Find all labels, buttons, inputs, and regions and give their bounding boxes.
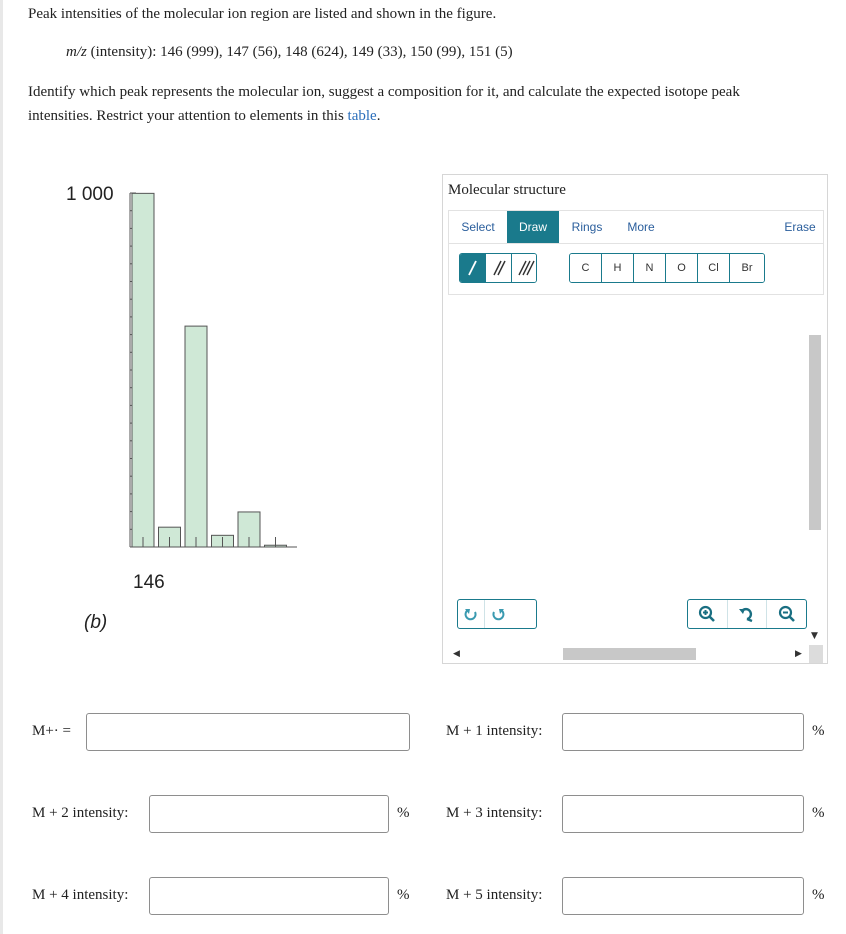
- m1-intensity-input[interactable]: [562, 713, 804, 751]
- undo-icon: [464, 607, 478, 621]
- task-line-2: [28, 104, 380, 128]
- m2-intensity-input[interactable]: [149, 795, 389, 833]
- tab-more[interactable]: More: [627, 220, 655, 234]
- editor-tabbar: [448, 210, 824, 244]
- triple-bond-icon: [512, 254, 537, 282]
- task-line-2-suffix: .: [376, 108, 381, 124]
- atom-o-button[interactable]: O: [666, 254, 698, 282]
- m2-label: M + 2 intensity:: [32, 805, 129, 821]
- atom-c-button[interactable]: C: [570, 254, 602, 282]
- page-left-border: [0, 0, 3, 934]
- question-intro: Peak intensities of the molecular ion region are listed and shown in the figure.: [28, 6, 497, 22]
- mz-line: [66, 40, 513, 64]
- editor-toolrow: [448, 243, 824, 295]
- m2-percent: %: [397, 805, 410, 821]
- mass-spectrum-chart: [120, 185, 320, 565]
- zoom-out-button[interactable]: [767, 600, 806, 628]
- table-link[interactable]: table: [347, 108, 377, 124]
- zoom-reset-button[interactable]: [728, 600, 768, 628]
- atom-button-group: [569, 253, 765, 283]
- m3-label: M + 3 intensity:: [446, 805, 543, 821]
- m5-intensity-input[interactable]: [562, 877, 804, 915]
- tab-rings[interactable]: Rings: [571, 220, 603, 234]
- y-tick-label: 1 000: [66, 184, 114, 205]
- undo-button[interactable]: [458, 600, 485, 628]
- double-bond-icon: [486, 254, 512, 282]
- x-tick-label: 146: [133, 572, 165, 593]
- panel-label: (b): [84, 612, 108, 633]
- redo-icon: [491, 607, 505, 621]
- zoom-button-group: [687, 599, 807, 629]
- task-line-2-prefix: intensities. Restrict your attention to elements in this: [28, 108, 348, 124]
- m-plus-label: M+· =: [32, 723, 72, 739]
- zoom-reset-icon: [738, 605, 756, 623]
- m3-intensity-input[interactable]: [562, 795, 804, 833]
- single-bond-icon: [460, 254, 486, 282]
- bond-button-group: [459, 253, 537, 283]
- scroll-left-arrow-icon[interactable]: ◀: [453, 649, 460, 659]
- atom-h-button[interactable]: H: [602, 254, 634, 282]
- drawing-canvas[interactable]: [448, 295, 812, 640]
- m-plus-input[interactable]: [86, 713, 410, 751]
- atom-n-button[interactable]: N: [634, 254, 666, 282]
- m4-label: M + 4 intensity:: [32, 887, 129, 903]
- atom-br-button[interactable]: Br: [730, 254, 764, 282]
- double-bond-button[interactable]: [486, 254, 512, 282]
- mz-label: m/z: [66, 44, 87, 60]
- zoom-in-button[interactable]: [688, 600, 728, 628]
- molecular-structure-editor[interactable]: [442, 174, 828, 664]
- m1-percent: %: [812, 723, 825, 739]
- tab-select[interactable]: Select: [461, 220, 495, 234]
- bar-mz-146: [132, 193, 154, 547]
- history-button-group: [457, 599, 537, 629]
- scroll-corner: [809, 645, 823, 663]
- horizontal-scrollbar-thumb[interactable]: [563, 648, 696, 660]
- scroll-down-arrow-icon[interactable]: ▼: [811, 631, 818, 641]
- m3-percent: %: [812, 805, 825, 821]
- vertical-scrollbar-thumb[interactable]: [809, 335, 821, 530]
- m1-label: M + 1 intensity:: [446, 723, 543, 739]
- m4-percent: %: [397, 887, 410, 903]
- redo-button[interactable]: [485, 600, 511, 628]
- triple-bond-button[interactable]: [512, 254, 537, 282]
- m5-label: M + 5 intensity:: [446, 887, 543, 903]
- zoom-in-icon: [698, 605, 716, 623]
- m5-percent: %: [812, 887, 825, 903]
- atom-cl-button[interactable]: Cl: [698, 254, 730, 282]
- zoom-out-icon: [778, 605, 796, 623]
- tab-erase[interactable]: Erase: [784, 220, 816, 234]
- m4-intensity-input[interactable]: [149, 877, 389, 915]
- scroll-right-arrow-icon[interactable]: ▶: [795, 649, 802, 659]
- single-bond-button[interactable]: [460, 254, 486, 282]
- editor-title: Molecular structure: [448, 182, 566, 198]
- task-line-1: Identify which peak represents the molecular ion, suggest a composition for it, and calculate the expected isotope peak: [28, 84, 740, 100]
- mz-values: (intensity): 146 (999), 147 (56), 148 (624), 149 (33), 150 (99), 151 (5): [90, 44, 513, 60]
- bar-mz-148: [185, 326, 207, 547]
- tab-draw[interactable]: Draw: [507, 211, 559, 243]
